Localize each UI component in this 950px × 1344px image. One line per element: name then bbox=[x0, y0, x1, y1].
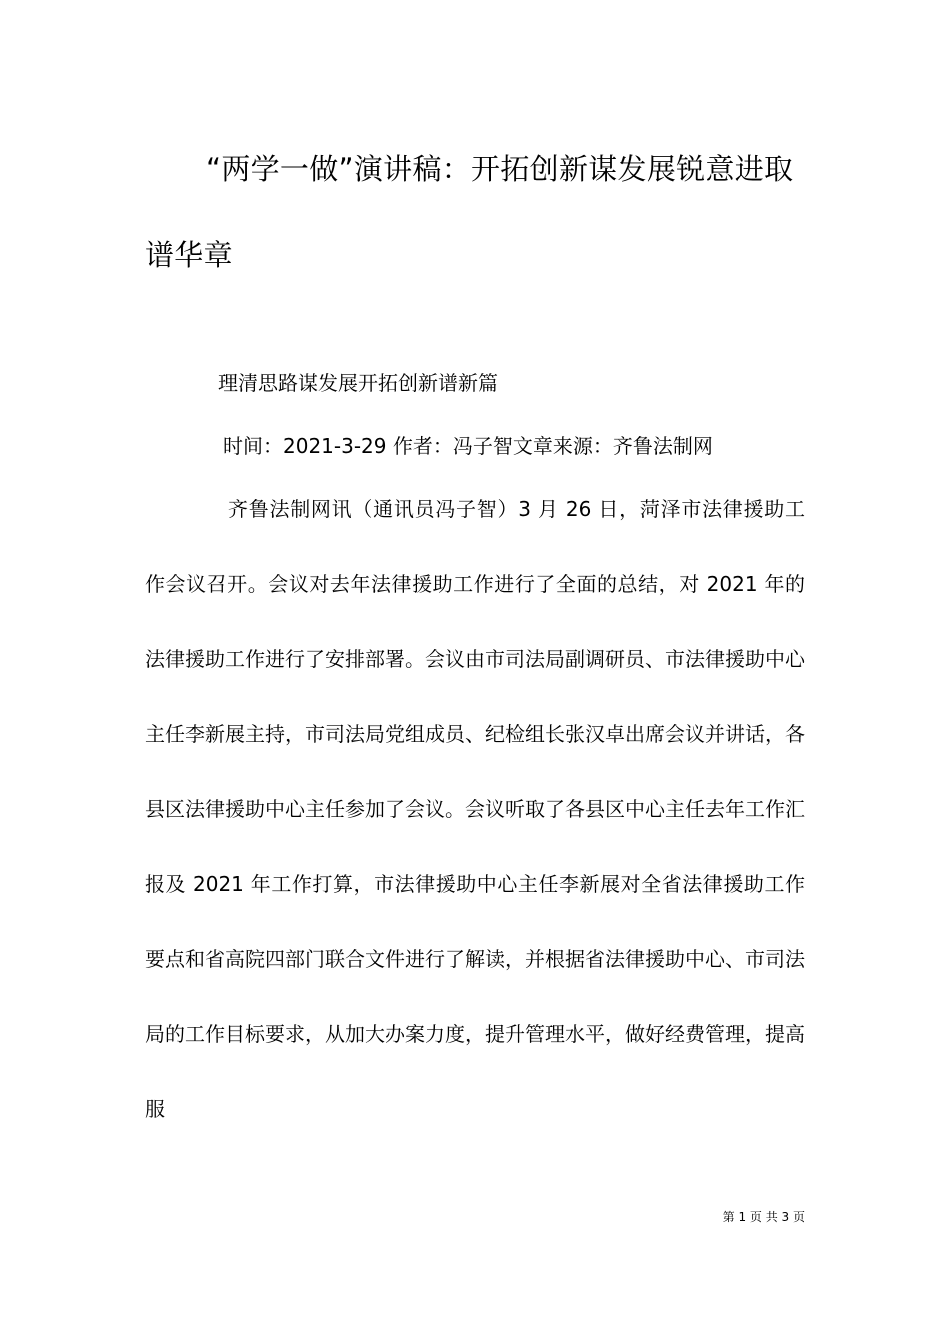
article-meta: 时间：2021-3-29 作者：冯子智文章来源：齐鲁法制网 bbox=[223, 434, 713, 458]
document-title: “两学一做”演讲稿：开拓创新谋发展锐意进取谱华章 bbox=[145, 152, 794, 272]
document-subtitle: 理清思路谋发展开拓创新谱新篇 bbox=[218, 371, 498, 395]
body-paragraph: 齐鲁法制网讯（通讯员冯子智）3 月 26 日，菏泽市法律援助工作会议召开。会议对去年法律援助工作进行了全面的总结，对 2021 年的法律援助工作进行了安排部署。会议由市司法局副调研员、市法律援助中心主任李新展主持，市司法局党组成员、纪检组长张汉卓出席会议并讲话，各县区法律援助中心主任参加了会议。会议听取了各县区中心主任去年工作汇报及 2021 年工作打算，市法律援助中心主任李新展对全省法律援助工作要点和省高院四部门联合文件进行了解读，并根据省法律援助中心、市司法局的工作目标要求，从加大办案力度，提升管理水平，做好经费管理，提高服 bbox=[145, 497, 805, 1121]
page-footer: 第 1 页 共 3 页 bbox=[722, 1210, 805, 1224]
